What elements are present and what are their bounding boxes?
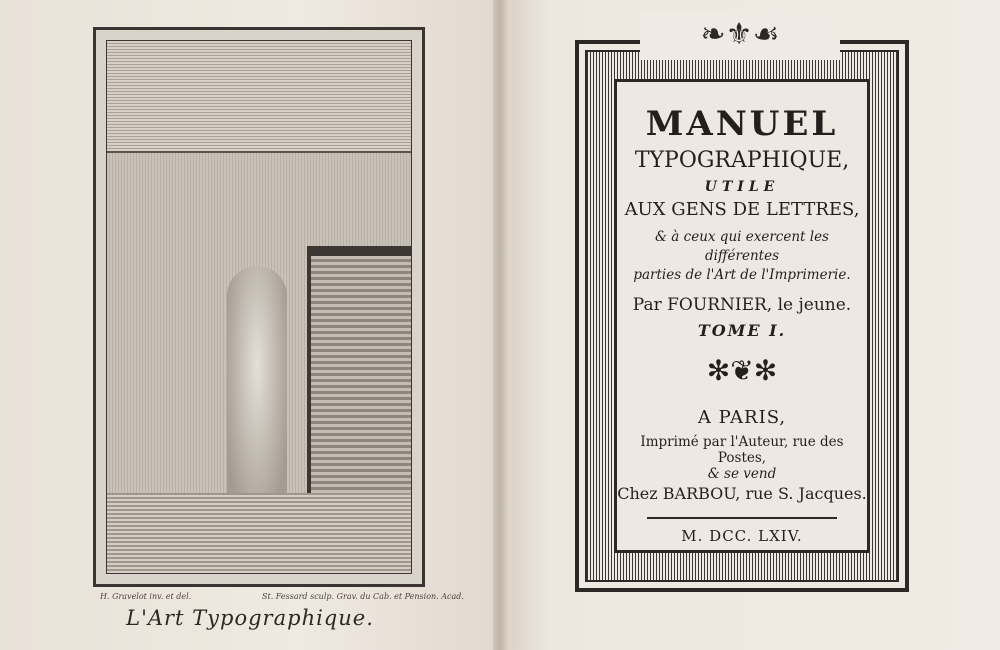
title: MANUEL [645,104,839,144]
subtitle: TYPOGRAPHIQUE, [634,148,850,173]
engraving-floor [107,493,411,573]
year-line: M. DCC. LXIV. [681,527,803,545]
printing-press [307,246,412,500]
engraver-credit-right: St. Fessard sculp. Grav. du Cab. et Pension. Acad. [262,592,464,601]
divider [647,551,837,553]
place-line: A PARIS, [697,407,787,428]
engraving-ceiling [107,41,411,153]
volume-line: TOME I. [697,321,787,340]
frontispiece-caption: L'Art Typographique. [126,606,374,630]
sold-line: & se vend [707,466,777,482]
engraver-credit-left: H. Gravelot inv. et del. [100,592,192,601]
fleuron-ornament-icon: ✻❦✻ [706,354,778,387]
book-gutter [493,0,507,650]
frontispiece-engraving [93,27,425,587]
utile-line: UTILE [704,179,780,195]
printer-line: Imprimé par l'Auteur, rue des Postes, [640,434,844,466]
title-page-text-block [614,79,870,553]
allegorical-figure [227,266,287,516]
fleur-de-lis-ornament-icon: ❧⚜☙ [640,10,840,60]
audience-line-3: parties de l'Art de l'Imprimerie. [633,267,851,283]
audience-line-2: & à ceux qui exercent les différentes [655,229,829,264]
author-line: Par FOURNIER, le jeune. [632,295,852,315]
seller-line: Chez BARBOU, rue S. Jacques. [617,484,867,503]
title-page-border [575,40,909,592]
audience-line: AUX GENS DE LETTRES, [624,199,860,220]
divider [647,517,837,519]
